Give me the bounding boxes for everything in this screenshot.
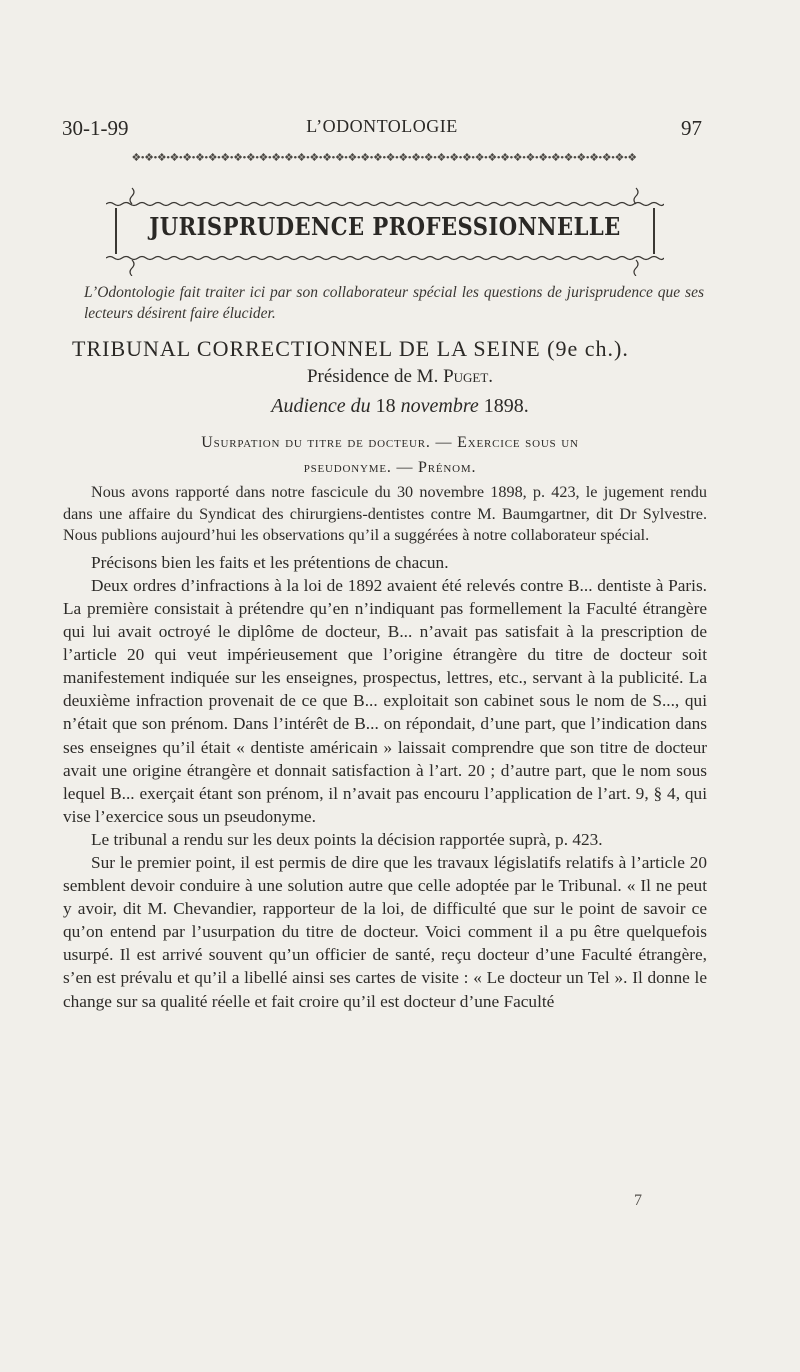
presidence-line (0, 366, 800, 388)
case-subject (100, 430, 680, 480)
president-name: Puget. (443, 366, 494, 387)
running-head (62, 116, 702, 144)
paragraph: Nous avons rapporté dans notre fascicule du 30 novembre 1898, p. 423, le jugement rendu dans une affaire du Syndicat des chirurgiens-dentistes contre M. Baumgartner, dit Dr Sylvestre. Nous publions aujourd’hui les observations qu’il a suggérées à notre collaborateur spécial. (63, 483, 707, 545)
paragraph: Sur le premier point, il est permis de dire que les travaux législatifs relatifs à l’article 20 semblent devoir conduire à une solution autre que celle adoptée par le Tribunal. « Il ne peut y avoir, dit M. Chevandier, rapporteur de la loi, de difficulté que sur le point de savoir ce qu’on entend par l’usurpation du titre de docteur. Voici comment il a pu être quelquefois usurpé. Il est arrivé souvent qu’un officier de santé, reçu docteur d’une Faculté étrangère, s’en est prévalu et qu’il a libellé ainsi ses cartes de visite : « Le docteur un Tel ». Il donne le change sur sa qualité réelle et fait croire qu’il est docteur d’une Faculté (63, 853, 707, 1011)
audience-year: 1898. (483, 395, 529, 417)
court-chamber: (9e ch.). (547, 336, 629, 361)
signature-mark: 7 (634, 1192, 642, 1209)
audience-label: Audience du (271, 395, 371, 417)
audience-month: novembre (400, 395, 479, 417)
audience-line (0, 395, 800, 418)
audience-day: 18 (375, 395, 396, 417)
subject-line-1: Usurpation du titre de docteur. — Exercice sous un (201, 434, 579, 451)
page-number: 97 (681, 116, 702, 140)
journal-title: L’ODONTOLOGIE (306, 116, 458, 136)
subject-line-2: pseudonyme. — Prénom. (303, 459, 477, 476)
paragraph: Deux ordres d’infractions à la loi de 1892 avaient été relevés contre B... dentiste à Paris. La première consistait à prétendre qu’en n’indiquant pas formellement la Faculté étrangère qui lui avait octroyé le diplôme de docteur, B... n’avait pas satisfait à la prescription de l’article 20 qui veut impérieusement que l’origine étrangère du titre de docteur soit manifestement indiquée sur les enseignes, prospectus, lettres, etc., servant à la publicité. La deuxième infraction provenait de ce que B... exploitait son cabinet sous le nom de S..., qui n’était que son prénom. Dans l’intérêt de B... on répondait, d’une part, que l’indication dans ses enseignes qu’il était « dentiste américain » laissait comprendre que son titre de docteur avait une origine étrangère et donnait satisfaction à l’art. 20 ; d’autre part, que le nom sous lequel B... exerçait étant son prénom, il n’avait pas encouru l’application de l’art. 9, § 4, qui vise l’exercice sous un pseudonyme. (63, 575, 707, 826)
issue-date: 30-1-99 (62, 116, 129, 140)
article-body (63, 482, 707, 1013)
section-title-frame (106, 186, 664, 276)
court-heading (72, 336, 712, 362)
ornamental-rule: ❖•❖•❖•❖•❖•❖•❖•❖•❖•❖•❖•❖•❖•❖•❖•❖•❖•❖•❖•❖•❖•❖•❖•❖•❖•❖•❖•❖•❖•❖•❖•❖•❖•❖•❖•❖•❖•❖•❖•❖ (131, 152, 637, 164)
court-name: TRIBUNAL CORRECTIONNEL DE LA SEINE (72, 336, 541, 361)
section-title: JURISPRUDENCE PROFESSIONNELLE (149, 212, 621, 241)
paragraph: Le tribunal a rendu sur les deux points la décision rapportée suprà, p. 423. (91, 829, 603, 849)
section-intro: L’Odontologie fait traiter ici par son collaborateur spécial les questions de jurisprudence que ses lecteurs désirent faire élucider. (84, 284, 704, 322)
presidence-label: Présidence de M. (306, 366, 439, 387)
paragraph: Précisons bien les faits et les prétentions de chacun. (91, 552, 449, 572)
